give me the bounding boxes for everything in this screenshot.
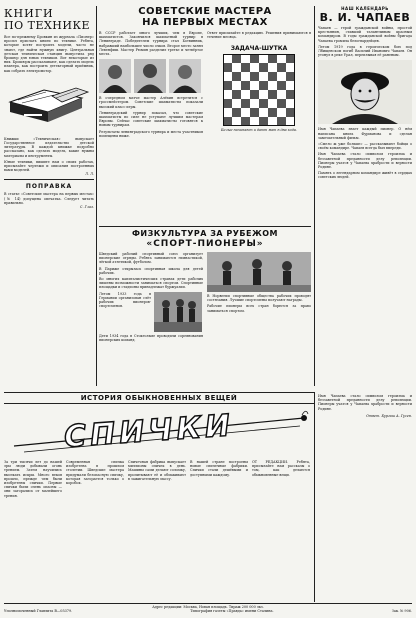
chess-square [259, 72, 268, 81]
sport-body-1: Шведский рабочий спортивный союз организует пионерские отряды. Ребята занимаются гимнастикой, лёгкой атлетикой, футболом. [99, 252, 203, 265]
matches-logo-word: СПИЧКИ [62, 408, 236, 455]
center-top [99, 6, 311, 224]
chess-square [232, 63, 241, 72]
left-body-1: Все по-прежнему Бровкин из журнала «Пионер» просил прислать книги по технике. Ребята, которые хотят построить модели, часто не знают, где найти нужную книгу. Центральная детская техническая станция выпустила ряд брошюр для юных техников. Вот некоторые из них. Брошюры рассказывают, как сделать модель планера, как построить детекторный приёмник, как собрать электромотор. [4, 35, 94, 73]
chess-square [268, 108, 277, 117]
chess-square [268, 117, 277, 126]
matches-logo [4, 406, 314, 458]
chess-square [241, 99, 250, 108]
center-body-3: Ленинградский турнир показал, что советские шахматисты по силе не уступают лучшим мастерам Европы. Сейчас советские шахматисты готовятся к новым турнирам. [99, 110, 203, 128]
chess-square [223, 108, 232, 117]
chess-square [241, 72, 250, 81]
chess-square [286, 90, 295, 99]
left-divider [4, 179, 94, 180]
chess-square [268, 90, 277, 99]
left-signature-2: С. Глаз. [79, 205, 94, 210]
player-portrait-1 [99, 59, 131, 93]
history-strip [4, 394, 314, 602]
chess-square [268, 81, 277, 90]
chess-square [241, 63, 250, 72]
chess-square [286, 81, 295, 90]
sport-body-3: Во многих капиталистических странах дети рабочих лишены возможности заниматься спортом. Спортивные площадки и стадионы принадлежат буржуазии. [99, 277, 203, 290]
chess-square [277, 54, 286, 63]
right-signature: Ответ. Бургаш А. Гусев. [366, 413, 412, 418]
chess-square [277, 99, 286, 108]
chess-square [277, 108, 286, 117]
chess-square [268, 54, 277, 63]
sport-photo [154, 292, 202, 332]
sport-body-6: В Норвегии спортивные общества рабочих проводят состязания. Лучшие спортсмены получают награды. [207, 294, 311, 303]
left-title: КНИГИ ПО ТЕХНИКЕ [4, 7, 91, 32]
footer-rule [4, 603, 412, 604]
right-column [318, 6, 412, 386]
footer-line-1: Адрес редакции: Москва, Новая площадь. Тираж 200 000 экз. [152, 605, 264, 609]
chess-square [277, 81, 286, 90]
chess-square [250, 108, 259, 117]
chess-square [286, 72, 295, 81]
chess-square [277, 63, 286, 72]
chess-square [232, 81, 241, 90]
chapaev-continued: Имя Чапаева стало символом героизма и беззаветной преданности делу революции. Пионеры учатся у Чапаева храбрости и верности Родине. [318, 394, 412, 411]
chess-square [250, 72, 259, 81]
chess-square [250, 81, 259, 90]
left-body-4: В статье «Советские мастера на первых местах» (№ 14) допущена опечатка. Следует читать правильно. [4, 192, 94, 205]
chess-player-portraits [99, 59, 203, 93]
chess-problem-caption: Белые начинают и дают мат в два хода. [221, 128, 297, 133]
chess-problem-title: ЗАДАЧА-ШУТКА [230, 45, 288, 53]
center-body-1: В СССР работает много лучших, чем в Европе, шахматистов. Закончился шахматный турнир в Ленинграде. Победителем турнира стал Ботвинник, набравший наибольшее число очков. Второе место занял Левенфиш. Мастер Рюмин разделил третье и четвёртое места. [99, 31, 203, 57]
chess-square [259, 117, 268, 126]
strip-col-1: За три тысячи лет до нашей эры люди добывали огонь трением. Затем научились высекать искры. Много веков прошло, прежде чем были изобретены спички. Первые спички были очень опасны — они загорались от малейшего трения. [4, 460, 62, 498]
center-body-4: Результаты ленинградского турнира и места участников помещены ниже. [99, 129, 203, 138]
chapaev-body-1: Чапаев — герой гражданской войны, простой крестьянин, ставший талантливым красным командиром. В годы гражданской войны бригада Чапаева громила белогвардейцев. [318, 26, 412, 43]
chess-square [223, 90, 232, 99]
sport-body-5: Дети 1934 года в Стокгольме проводили соревнования пионерских команд. [99, 333, 203, 342]
chess-square [268, 63, 277, 72]
center-body-5: Ответ присылайте в редакцию. Решения принимаются в течение месяца. [207, 31, 311, 40]
center-body-2: В очередном матче мастер Алёхин встретится с гроссмейстером. Советские шахматисты показали высокий класс игры. [99, 96, 203, 109]
chess-square [259, 90, 268, 99]
chapaev-body-2: Летом 1919 года в героическом бою под Лбищенском погиб Василий Иванович Чапаев. Он утонул в реке Урал, переплывая её раненым. [318, 44, 412, 58]
chess-square [241, 54, 250, 63]
chess-square [223, 54, 232, 63]
chess-square [259, 54, 268, 63]
footer-printer: Типография газеты «Правда» имени Сталина. [190, 609, 274, 614]
left-section2-title: ПОПРАВКА [25, 183, 73, 191]
center-title: СОВЕТСКИЕ МАСТЕРА НА ПЕРВЫХ МЕСТАХ [138, 6, 272, 28]
player-portrait-3 [169, 59, 201, 93]
calendar-kicker: НАШ КАЛЕНДАРЬ [341, 6, 389, 11]
sport-body-7: Рабочие пионеры всех стран борются за право заниматься спортом. [207, 304, 311, 313]
right-column-continued [318, 394, 412, 602]
chess-square [286, 108, 295, 117]
chess-square [232, 117, 241, 126]
chess-square [250, 54, 259, 63]
chess-square [223, 81, 232, 90]
sport-photo-2 [207, 252, 311, 292]
chess-square [232, 90, 241, 99]
chess-square [250, 117, 259, 126]
chess-square [223, 117, 232, 126]
chess-square [277, 117, 286, 126]
footer-order: Зак. № 906. [391, 609, 412, 614]
chess-square [259, 81, 268, 90]
sport-body-2: В Париже открылась спортивная школа для детей рабочих. [99, 266, 203, 275]
chess-square [259, 99, 268, 108]
footer [4, 605, 412, 614]
strip-col-3: Спичечная фабрика выпускает миллионы спичек в день. Машины сами делают соломку, пропитывают её и обмакивают в зажигательную массу. [128, 460, 186, 481]
chess-square [232, 108, 241, 117]
divider-right [314, 6, 315, 386]
left-column [4, 6, 94, 386]
strip-col-4: В нашей стране построены новые спичечные фабрики. Спички стали дешёвыми и доступными каждому. [190, 460, 248, 477]
chapaev-body-4: «Смело ж уже больше» — рассказывают бойцы о своём командире. Чапаев всегда был впереди. [318, 142, 412, 151]
chess-square [223, 72, 232, 81]
chess-square [286, 63, 295, 72]
chapaev-body-5: Имя Чапаева стало символом героизма и беззаветной преданности делу революции. Пионеры учатся у Чапаева храбрости и верности Родине. [318, 152, 412, 170]
chess-square [286, 54, 295, 63]
chess-square [241, 117, 250, 126]
divider-center-mid [99, 226, 311, 227]
divider-strip-right [314, 392, 315, 602]
chess-square [277, 90, 286, 99]
chess-board [223, 54, 295, 126]
center-bottom [99, 229, 311, 386]
chess-square [277, 72, 286, 81]
left-signature-1: Л. Л. [85, 172, 94, 177]
chess-square [241, 81, 250, 90]
chapaev-body-3: Имя Чапаева знает каждый пионер. О нём написана книга Фурманова и сделан замечательный фильм. [318, 127, 412, 140]
chess-square [250, 63, 259, 72]
chess-square [250, 99, 259, 108]
strip-title: ИСТОРИЯ ОБЫКНОВЕННЫХ ВЕЩЕЙ [4, 394, 314, 404]
left-body-3: Юные техники, пишите нам о своих работах, присылайте чертежи и описания построенных вами моделей. [4, 159, 94, 173]
strip-col-2: Современная спичка изобретена в прошлом столетии. Шведские мастера придумали безопасную спичку, которая загорается только о коробок. [66, 460, 124, 486]
chess-square [259, 63, 268, 72]
chess-square [286, 117, 295, 126]
books-illustration [4, 76, 94, 134]
chapaev-body-6: Память о легендарном командире живёт в сердцах советских людей. [318, 171, 412, 180]
sport-subtitle: «СПОРТ-ПИОНЕРЫ» [146, 239, 264, 249]
chess-square [259, 108, 268, 117]
chess-square [250, 90, 259, 99]
chess-square [241, 108, 250, 117]
chess-square [223, 63, 232, 72]
chapaev-title: В. И. ЧАПАЕВ [319, 11, 411, 24]
sport-body-4: Летом 1933 года в Германии организован слёт рабочих пионеров-спортсменов. [99, 291, 151, 309]
chess-square [268, 99, 277, 108]
chess-square [232, 54, 241, 63]
chess-square [232, 99, 241, 108]
footer-censor: Уполномоченный Главлита В—05379. [4, 609, 73, 614]
chess-square [241, 90, 250, 99]
sport-title: ФИЗКУЛЬТУРА ЗА РУБЕЖОМ [131, 229, 279, 238]
divider-strip-top [4, 392, 314, 393]
chess-square [232, 72, 241, 81]
divider-left [96, 6, 97, 386]
chapaev-portrait [318, 60, 412, 124]
chess-square [268, 72, 277, 81]
player-portrait-2 [134, 59, 166, 93]
strip-col-5: ОТ РЕДАКЦИИ. Ребята, присылайте нам рассказы о том, как делаются обыкновенные вещи. [252, 460, 310, 477]
chess-square [223, 99, 232, 108]
left-body-2: Книжки «Техническая» выпускает Государственное издательство детской литературы. В каждой книжке подробно рассказано, как сделать модель, какие нужны материалы и инструменты. [4, 136, 94, 158]
chess-square [286, 99, 295, 108]
